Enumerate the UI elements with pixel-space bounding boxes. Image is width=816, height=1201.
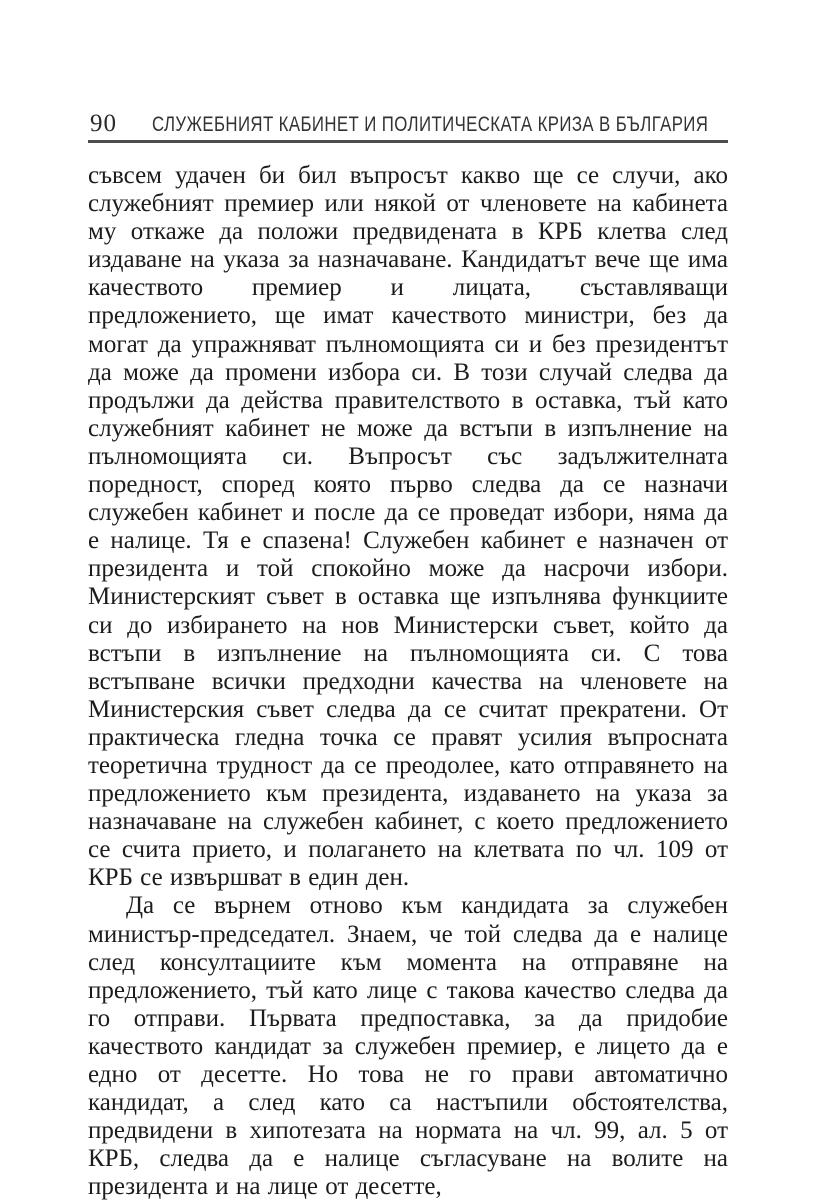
paragraph-1: съвсем удачен би бил въпросът какво ще се случи, ако служебният премиер или някой от членовете на кабинета му откаже да положи предвидената в КРБ клетва след издаване на указа за назначаване. Кандидатът вече ще има качеството премиер и лицата, съставляващи предложението, ще имат качеството министри, без да могат да упражняват пълномощията си и без президентът да може да промени избора си. В този случай следва да продължи да действа правителството в оставка, тъй като служебният кабинет не може да встъпи в изпълнение на пълномощията си. Въпросът със задължителната поредност, според която първо следва да се назначи служебен кабинет и после да се проведат избори, няма да е налице. Тя е спазена! Служебен кабинет е назначен от президента и той спокойно може да насрочи избори. Министерският съвет в оставка ще изпълнява функциите си до избирането на нов Министерски съвет, който да встъпи в изпълнение на пълномощията си. С това встъпване всички предходни качества на членовете на Министерския съвет следва да се считат прекратени. От практическа гледна точка се правят усилия въпросната теоретична трудност да се преодолее, като отправянето на предложението към президента, издаването на указа за назначаване на служебен кабинет, с което предложението се счита прието, и полагането на клетвата по чл. 109 от КРБ се извършват в един ден. [88, 162, 728, 892]
running-header-title: СЛУЖЕБНИЯТ КАБИНЕТ И ПОЛИТИЧЕСКАТА КРИЗА В БЪЛГАРИЯ [152, 113, 709, 136]
paragraph-2: Да се върнем отново към кандидата за служебен министър-председател. Знаем, че той следва да е налице след консултациите към момента на отправяне на предложението, тъй като лице с такова качество следва да го отправи. Първата предпоставка, за да придобие качеството кандидат за служебен премиер, е лицето да е едно от десетте. Но това не го прави автоматично кандидат, а след като са настъпили обстоятелства, предвидени в хипотезата на нормата на чл. 99, ал. 5 от КРБ, следва да е налице съгласуване на волите на президента и на лице от десетте, [88, 892, 728, 1201]
page-content [88, 0, 728, 1201]
body-text [88, 162, 728, 1201]
running-header [88, 106, 728, 143]
page-number: 90 [90, 110, 117, 137]
